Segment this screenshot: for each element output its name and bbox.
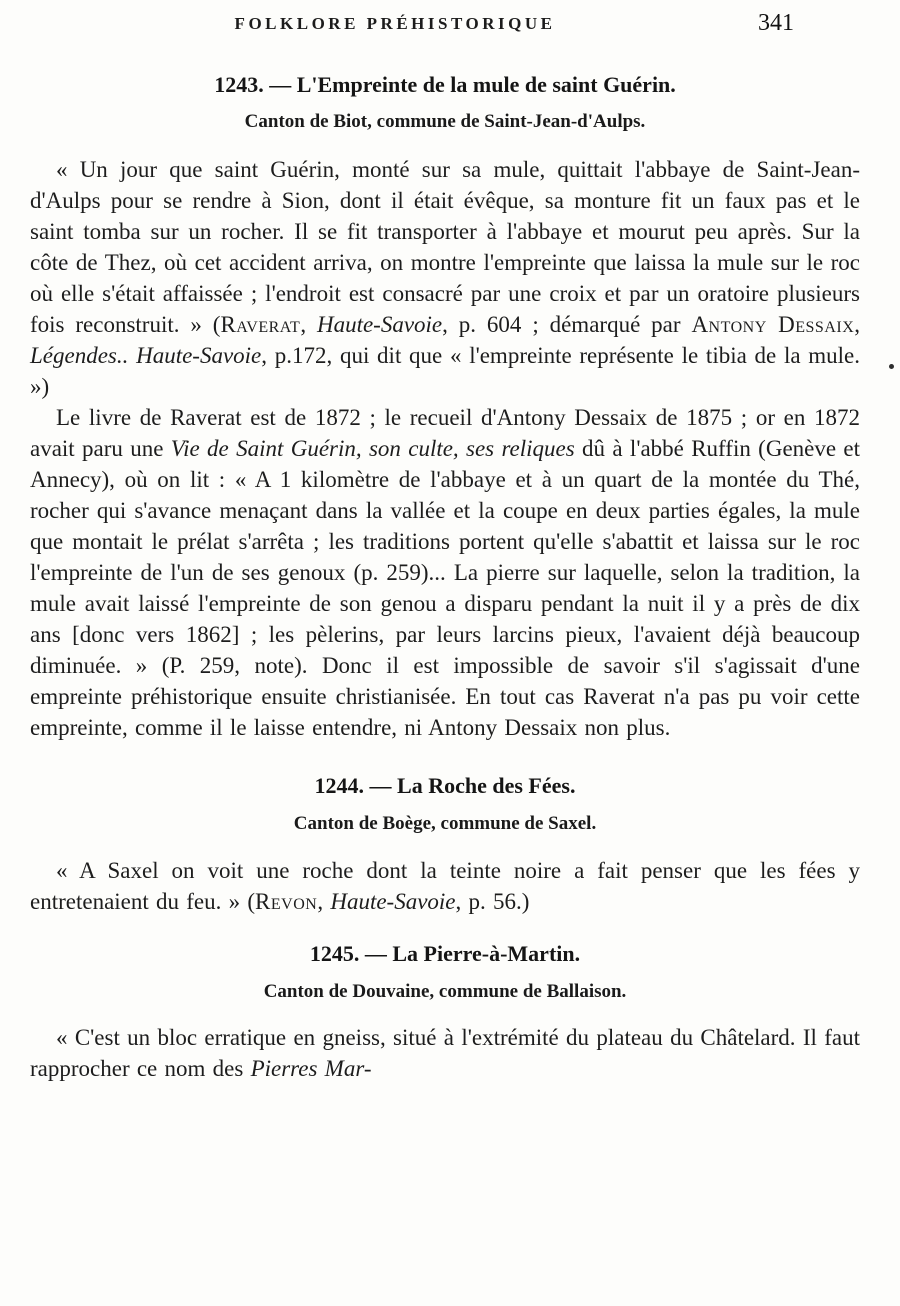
section-heading: 1243. — L'Empreinte de la mule de saint Guérin. [214, 72, 676, 97]
section-1245 [30, 941, 860, 1084]
running-head [30, 10, 860, 42]
section-location: Canton de Biot, commune de Saint-Jean-d'Aulps. [244, 111, 646, 132]
paragraph: Le livre de Raverat est de 1872 ; le recueil d'Antony Dessaix de 1875 ; or en 1872 avait paru une Vie de Saint Guérin, son culte, ses reliques dû à l'abbé Ruffin (Genève et Annecy), où on lit : « A 1 kilomètre de l'abbaye et à un quart de la montée du Thé, rocher qui s'avance menaçant dans la vallée et la coupe en deux parties égales, la mule que montait le prélat s'arrêta ; les traditions portent qu'elle s'abattit et laissa sur le roc l'empreinte de l'un de ses genoux (p. 259)... La pierre sur laquelle, selon la tradition, la mule avait laissé l'empreinte de son genou a disparu pendant la nuit il y a près de dix ans [donc vers 1862] ; les pèlerins, par leurs larcins pieux, l'avaient déjà beaucoup diminuée. » (P. 259, note). Donc il est impossible de savoir s'il s'agissait d'une empreinte préhistorique ensuite christianisée. En tout cas Raverat n'a pas pu voir cette empreinte, comme il le laisse entendre, ni Antony Dessaix non plus. [30, 405, 861, 740]
page-number: 341 [758, 10, 794, 36]
running-title: FOLKLORE PRÉHISTORIQUE [234, 14, 556, 33]
ink-speck-artifact [889, 364, 894, 369]
paragraph: « A Saxel on voit une roche dont la teinte noire a fait penser que les fées y entretenaient du feu. » (Revon, Haute-Savoie, p. 56.) [30, 858, 860, 914]
section-1243 [30, 72, 860, 743]
paragraph: « Un jour que saint Guérin, monté sur sa mule, quittait l'abbaye de Saint-Jean-d'Aulps pour se rendre à Sion, dont il était évêque, sa monture fit un faux pas et le saint tomba sur un rocher. Il se fit transporter à l'abbaye et mourut peu après. Sur la côte de Thez, où cet accident arriva, on montre l'empreinte que laissa la mule sur le roc où elle s'était affaissée ; l'endroit est consacré par une croix et par un oratoire plusieurs fois reconstruit. » (Raverat, Haute-Savoie, p. 604 ; démarqué par Antony Dessaix, Légendes.. Haute-Savoie, p.172, qui dit que « l'empreinte représente le tibia de la mule. ») [30, 157, 861, 399]
section-location: Canton de Boège, commune de Saxel. [293, 813, 597, 834]
paragraph: « C'est un bloc erratique en gneiss, situé à l'extrémité du plateau du Châtelard. Il faut rapprocher ce nom des Pierres Mar- [30, 1025, 860, 1081]
section-heading: 1244. — La Roche des Fées. [314, 773, 576, 798]
section-heading: 1245. — La Pierre-à-Martin. [309, 941, 581, 966]
section-location: Canton de Douvaine, commune de Ballaison. [263, 981, 627, 1002]
section-1244 [30, 773, 860, 917]
